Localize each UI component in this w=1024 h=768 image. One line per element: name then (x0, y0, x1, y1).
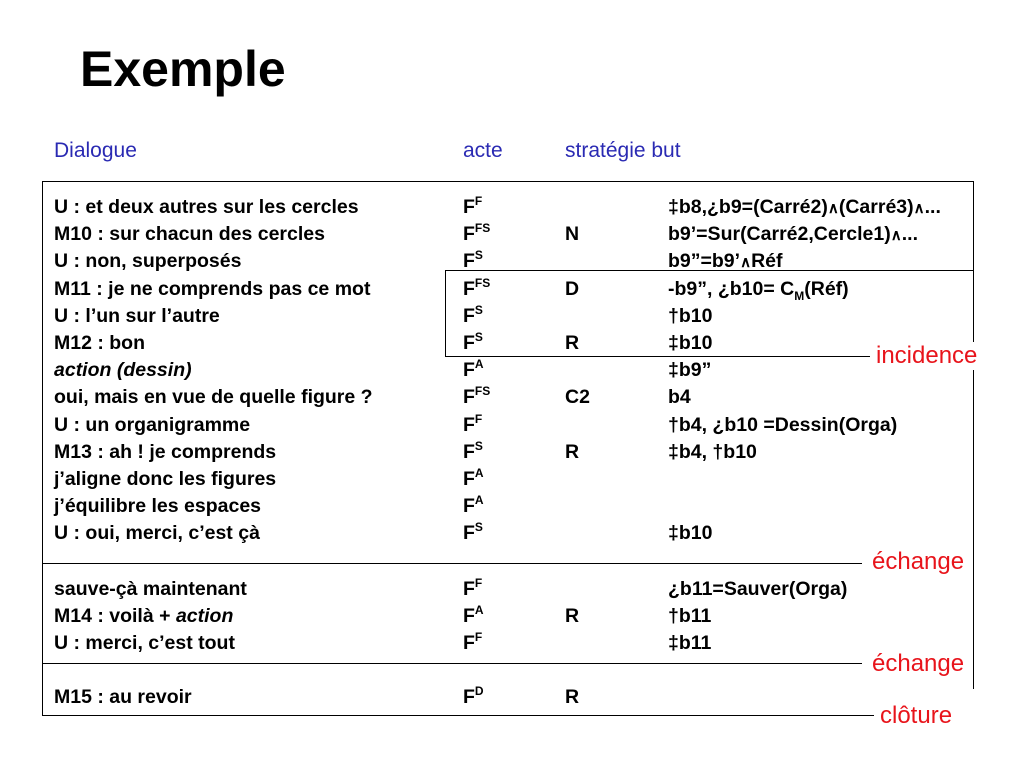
table-row (54, 520, 994, 547)
strategie-cell: R (565, 605, 580, 628)
dialogue-cell: U : et deux autres sur les cercles (54, 196, 359, 218)
exchange-separator-1 (42, 563, 862, 564)
closing-line (42, 715, 874, 716)
incidence-label: incidence (872, 342, 981, 370)
strategie-cell: R (565, 686, 580, 708)
frame-top-line (42, 181, 974, 182)
but-cell: -b9”, ¿$b10= C_M(Réf)$ (668, 277, 849, 303)
table-row (54, 412, 994, 439)
dialogue-cell: oui, mais en vue de quelle figure ? (54, 386, 373, 409)
table-row (54, 603, 994, 630)
but-cell: ‡b8,¿b9=(Carré2)∧(Carré3)∧... (668, 196, 941, 218)
header-strategie-but: stratégie but (565, 139, 681, 162)
dialogue-cell: U : merci, c’est tout (54, 632, 235, 655)
table-row (54, 248, 994, 275)
dialogue-cell: U : non, superposés (54, 250, 242, 273)
dialogue-group-3 (54, 684, 994, 711)
dialogue-cell: U : un organigramme (54, 413, 251, 436)
dialogue-cell: U : l’un sur l’autre (54, 304, 220, 327)
acte-cell: $F^A$ (463, 357, 484, 382)
table-row (54, 276, 994, 303)
but-cell: ‡b4, †b10 (668, 440, 757, 463)
table-row (54, 630, 994, 657)
page-title: Exemple (80, 41, 286, 97)
acte-cell: $F^F$ (463, 576, 483, 600)
acte-cell: $F^F$ (463, 630, 483, 655)
cloture-label: clôture (876, 702, 956, 730)
but-cell: ¿b11=Sauver(Orga) (668, 578, 848, 600)
wedge-icon: ∧ (913, 200, 925, 217)
dialogue-group-2 (54, 576, 994, 658)
dialogue-cell: action (dessin) (54, 359, 192, 382)
but-cell: †b10 (668, 304, 713, 327)
but-cell: †b4, ¿b10 =Dessin(Orga) (668, 413, 898, 436)
table-row (54, 384, 994, 411)
strategie-cell: D (565, 277, 580, 300)
but-cell: ‡b11 (668, 632, 712, 655)
table-row (54, 330, 994, 357)
but-cell: ‡b10 (668, 522, 713, 545)
acte-cell: $F^{FS}$ (463, 221, 491, 246)
wedge-icon: ∧ (740, 254, 752, 272)
header-dialogue: Dialogue (54, 139, 137, 162)
frame-left-line (42, 181, 43, 716)
wedge-icon: ∧ (827, 200, 839, 217)
dialogue-cell: M12 : bon (54, 331, 145, 354)
strategie-cell: R (565, 440, 580, 463)
wedge-icon: ∧ (890, 227, 902, 245)
acte-cell: $F^A$ (463, 465, 484, 490)
table-row (54, 576, 994, 603)
acte-cell: $F^F$ (463, 194, 483, 218)
but-cell: ‡b9” (668, 359, 712, 382)
but-cell: b9”=b9’∧Réf (668, 250, 783, 273)
table-row (54, 221, 994, 248)
acte-cell: $F^A$ (463, 493, 484, 518)
acte-cell: $F^{FS}$ (463, 384, 491, 409)
strategie-cell: R (565, 331, 580, 354)
dialogue-cell: j’équilibre les espaces (54, 495, 262, 518)
dialogue-cell: M13 : ah ! je comprends (54, 440, 277, 463)
table-row (54, 493, 994, 520)
acte-cell: $F^S$ (463, 302, 483, 327)
table-row (54, 303, 994, 330)
acte-cell: $F^S$ (463, 520, 483, 545)
but-cell: b4 (668, 386, 691, 409)
table-row (54, 357, 994, 384)
acte-cell: $F^A$ (463, 603, 484, 628)
echange-label-2: échange (868, 650, 968, 678)
dialogue-cell: M15 : au revoir (54, 686, 192, 708)
acte-cell: $F^S$ (463, 248, 483, 273)
dialogue-cell: sauve-çà maintenant (54, 578, 247, 600)
but-cell: ‡b10 (668, 331, 713, 354)
strategie-cell: C2 (565, 386, 590, 409)
acte-cell: $F^D$ (463, 684, 484, 708)
header-acte: acte (463, 139, 503, 162)
acte-cell: $F^F$ (463, 411, 483, 436)
dialogue-cell: M10 : sur chacun des cercles (54, 223, 325, 246)
table-row (54, 466, 994, 493)
dialogue-cell: M14 : voilà + action (54, 605, 234, 628)
strategie-cell: N (565, 223, 580, 246)
dialogue-group-1 (54, 194, 994, 547)
table-row (54, 439, 994, 466)
echange-label-1: échange (868, 548, 968, 576)
dialogue-cell: j’aligne donc les figures (54, 467, 277, 490)
table-row (54, 684, 994, 711)
but-cell: †b11 (668, 605, 712, 628)
table-row (54, 194, 994, 221)
exchange-separator-2 (42, 663, 862, 664)
but-cell: b9’=Sur(Carré2,Cercle1)∧... (668, 223, 918, 246)
dialogue-cell: M11 : je ne comprends pas ce mot (54, 277, 371, 300)
acte-cell: $F^{FS}$ (463, 275, 491, 300)
dialogue-cell: U : oui, merci, c’est çà (54, 522, 260, 545)
acte-cell: $F^S$ (463, 329, 483, 354)
acte-cell: $F^S$ (463, 438, 483, 463)
